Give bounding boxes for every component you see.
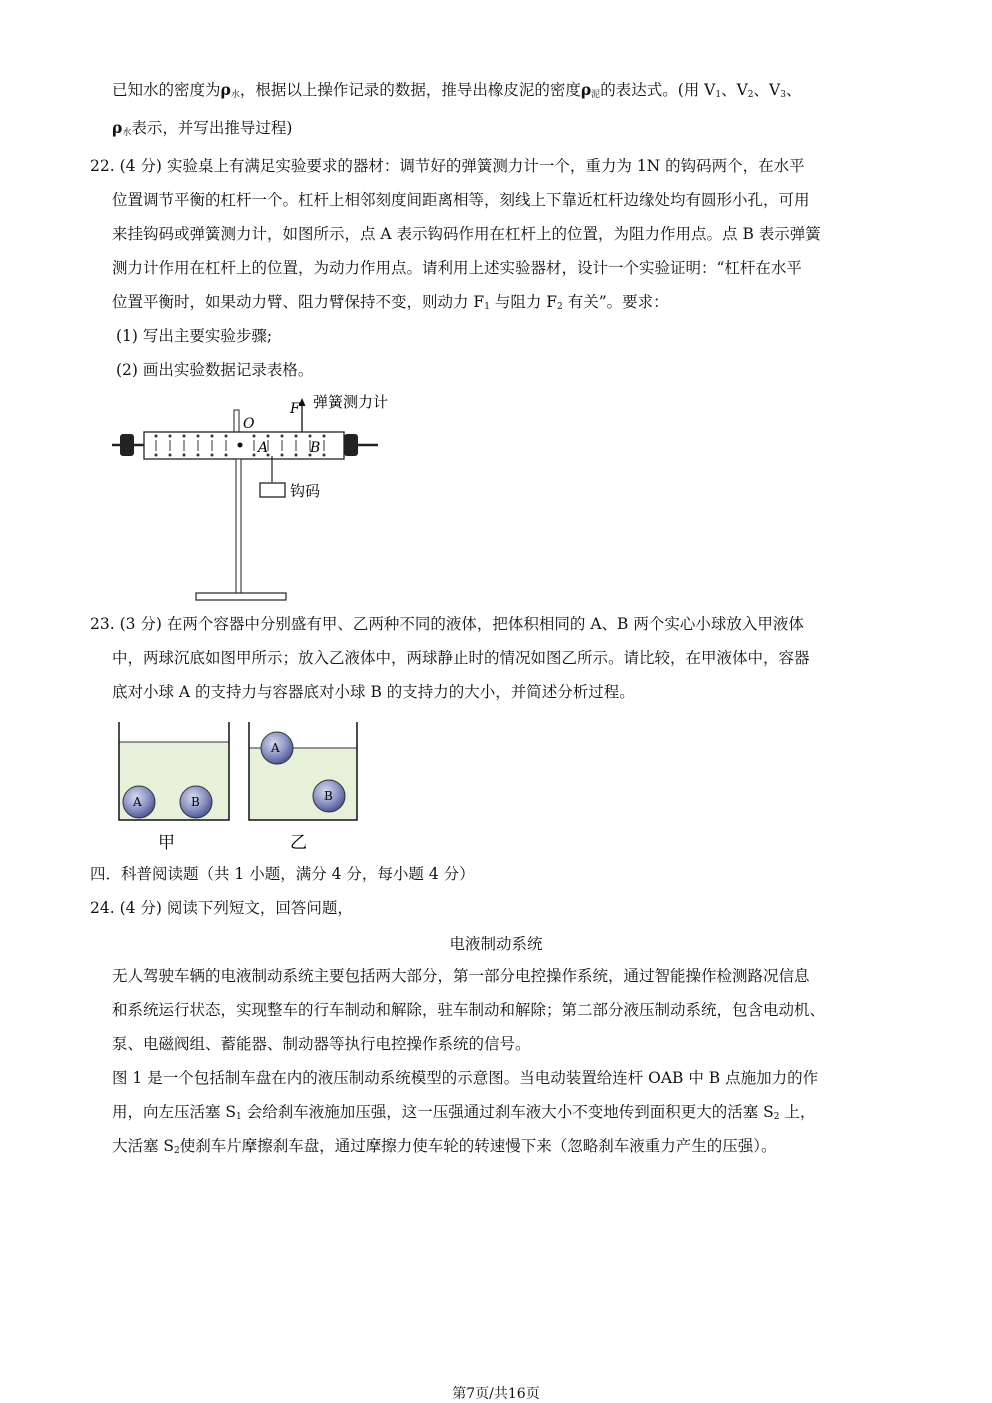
ball-a-jia-label: A (133, 795, 142, 809)
q22-requirement-2: (2) 画出实验数据记录表格。 (116, 361, 314, 379)
q22-line-4: 测力计作用在杠杆上的位置，为动力作用点。请利用上述实验器材，设计一个实验证明：“杠杆在水平 (112, 259, 802, 277)
containers-figure (110, 716, 370, 856)
ball-b-jia-label: B (191, 795, 200, 809)
q24-p2-line-3: 大活塞 $S_2$使刹车片摩擦刹车盘，通过摩擦力使车轮的转速慢下来（忽略刹车液重力产生的压强）。 (112, 1137, 777, 1156)
q21-line-2: $\rho_水$表示，并写出推导过程) (112, 118, 293, 138)
force-label: F (290, 401, 300, 417)
page-footer: 第7页/共16页 (452, 1386, 540, 1402)
article-title: 电液制动系统 (449, 935, 543, 953)
left-balance-nut (120, 434, 134, 456)
q24-p1-line-3: 泵、电磁阀组、蓄能器、制动器等执行电控操作系统的信号。 (112, 1035, 531, 1053)
spring-scale-label: 弹簧测力计 (313, 393, 389, 411)
q23-line-2: 中，两球沉底如图甲所示；放入乙液体中，两球静止时的情况如图乙所示。请比较，在甲液体中，容器 (112, 649, 810, 667)
q22-line-1: 22. (4 分) 实验桌上有满足实验要求的器材：调节好的弹簧测力计一个，重力为 1N 的钩码两个，在水平 (90, 157, 805, 175)
q24-p2-line-2: 用，向左压活塞 $S_1$ 会给刹车液施加压强，这一压强通过刹车液大小不变地传到面积更大的活塞 $S_2$ 上， (112, 1103, 816, 1122)
section-4-heading: 四．科普阅读题（共 1 小题，满分 4 分，每小题 4 分） (90, 865, 475, 883)
right-balance-nut (344, 434, 358, 456)
q24-p1-line-2: 和系统运行状态，实现整车的行车制动和解除，驻车制动和解除；第二部分液压制动系统，包含电动机、 (112, 1001, 826, 1019)
q24-p1-line-1: 无人驾驶车辆的电液制动系统主要包括两大部分，第一部分电控操作系统，通过智能操作检测路况信息 (112, 967, 810, 985)
q22-requirement-1: (1) 写出主要实验步骤; (116, 327, 273, 345)
q24-line-1: 24. (4 分) 阅读下列短文，回答问题， (90, 899, 353, 917)
hook-weight (260, 483, 285, 497)
pivot-o-label: O (243, 416, 255, 432)
stand-pole (236, 459, 241, 596)
pivot-point (238, 443, 243, 448)
label-jia: 甲 (158, 833, 175, 853)
q22-line-2: 位置调节平衡的杠杆一个。杠杆上相邻刻度间距离相等，刻线上下靠近杠杆边缘处均有圆形小孔，可用 (112, 191, 810, 209)
ball-b-yi-label: B (324, 789, 333, 803)
q23-line-3: 底对小球 A 的支持力与容器底对小球 B 的支持力的大小，并简述分析过程。 (112, 683, 635, 701)
point-b-label: B (310, 440, 321, 456)
q22-line-5: 位置平衡时，如果动力臂、阻力臂保持不变，则动力 $F_1$ 与阻力 $F_2$ 有关”。要求： (112, 293, 669, 312)
q24-p2-line-1: 图 1 是一个包括制车盘在内的液压制动系统模型的示意图。当电动装置给连杆 OAB 中 B 点施加力的作 (112, 1069, 819, 1087)
stand-base (196, 593, 286, 600)
point-a-label: A (258, 440, 269, 456)
pivot-post (234, 410, 239, 432)
label-yi: 乙 (290, 833, 307, 853)
ball-a-yi-label: A (271, 741, 280, 755)
q23-line-1: 23. (3 分) 在两个容器中分别盛有甲、乙两种不同的液体，把体积相同的 A、B 两个实心小球放入甲液体 (90, 615, 804, 633)
q21-line-1: 已知水的密度为$\rho_水$，根据以上操作记录的数据，推导出橡皮泥的密度$\rho_泥$的表达式。(用 $V_1$、$V_2$、$V_3$、 (112, 80, 802, 100)
lever-figure (110, 390, 390, 605)
hook-weight-label: 钩码 (290, 482, 321, 500)
q22-line-3: 来挂钩码或弹簧测力计，如图所示，点 A 表示钩码作用在杠杆上的位置，为阻力作用点。点 B 表示弹簧 (112, 225, 821, 243)
